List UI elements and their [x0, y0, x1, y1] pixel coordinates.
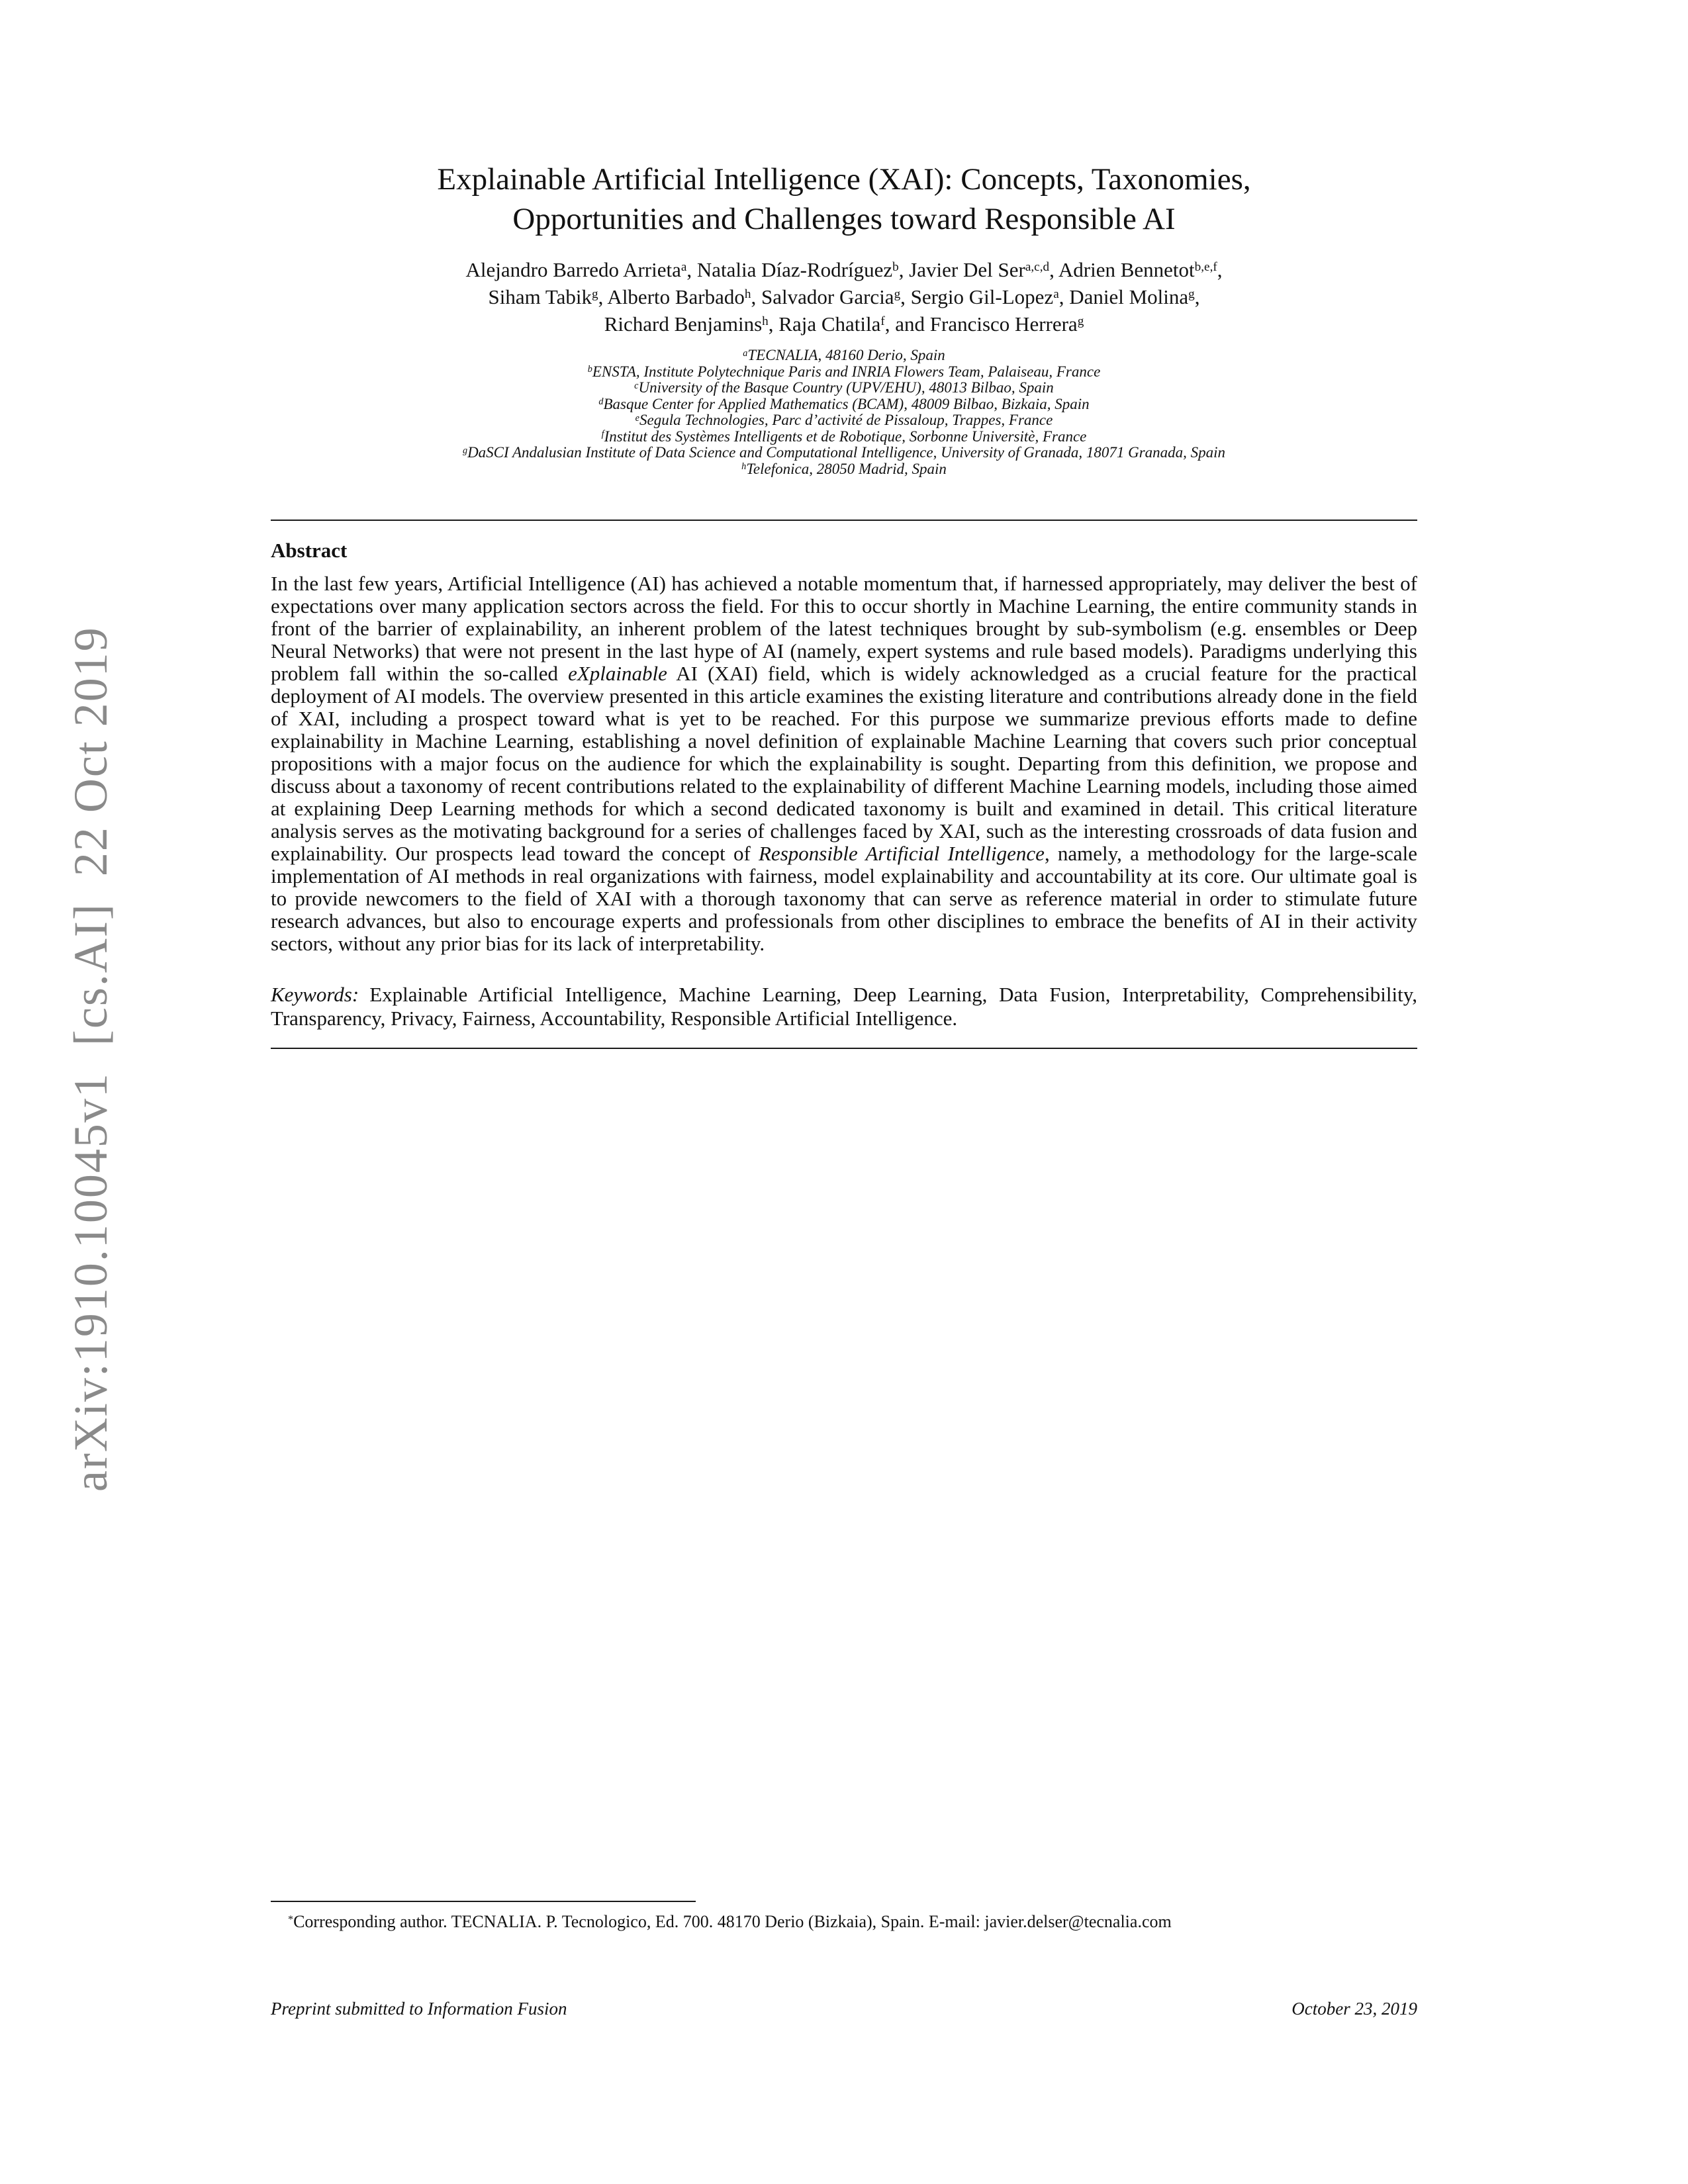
keywords-label: Keywords:: [271, 983, 359, 1006]
author-block: [271, 256, 1417, 338]
paper-title: [271, 159, 1417, 239]
footer-journal: Preprint submitted to Information Fusion: [271, 1999, 567, 2019]
affiliation-line: $^d$Basque Center for Applied Mathematics (BCAM), 48009 Bilbao, Bizkaia, Spain: [598, 395, 1090, 412]
affiliation-line: $^a$TECNALIA, 48160 Derio, Spain: [743, 347, 945, 363]
affiliation-line: $^b$ENSTA, Institute Polytechnique Paris and INRIA Flowers Team, Palaiseau, France: [587, 363, 1101, 380]
page-footer: [271, 1999, 1417, 2019]
affiliation-line: $^e$Segula Technologies, Parc d’activité de Pissaloup, Trappes, France: [635, 412, 1053, 428]
affiliation-line: $^c$University of the Basque Country (UPV/EHU), 48013 Bilbao, Spain: [634, 379, 1054, 396]
keywords-text: Explainable Artificial Intelligence, Machine Learning, Deep Learning, Data Fusion, Interpretability, Comprehensibility, Transparency, Privacy, Fairness, Accountability, Responsible Artificial Intelligence.: [271, 983, 1417, 1030]
author-line: Siham Tabik$^g$, Alberto Barbado$^h$, Salvador Garcia$^g$, Sergio Gil-Lopez$^a$, Daniel Molina$^g$,: [488, 285, 1200, 308]
affiliation-line: $^g$DaSCI Andalusian Institute of Data Science and Computational Intelligence, University of Granada, 18071 Granada, Spain: [462, 444, 1226, 461]
author-line: Richard Benjamins$^h$, Raja Chatila$^f$, and Francisco Herrera$^g$: [604, 312, 1084, 336]
footnote-marker: *: [288, 1913, 294, 1925]
footnote-rule: [271, 1901, 696, 1902]
title-line: Explainable Artificial Intelligence (XAI): Concepts, Taxonomies,: [437, 162, 1251, 197]
author-line: Alejandro Barredo Arrieta$^a$, Natalia Díaz-Rodríguez$^b$, Javier Del Ser$^{a,c,d}$, Adrien Bennetot$^{b,e,f}$,: [465, 258, 1223, 281]
corresponding-author-footnote: [271, 1911, 1417, 1932]
affiliation-line: $^f$Institut des Systèmes Intelligents et de Robotique, Sorbonne Universitè, France: [601, 428, 1087, 445]
footnote-area: [271, 1901, 1417, 1932]
affiliation-line: $^h$Telefonica, 28050 Madrid, Spain: [741, 460, 947, 477]
footer-date: October 23, 2019: [1291, 1999, 1417, 2019]
separator-rule-top: [271, 520, 1417, 521]
abstract-heading: Abstract: [271, 539, 348, 562]
abstract-text: In the last few years, Artificial Intelligence (AI) has achieved a notable momentum that, if harnessed appropriately, may deliver the best of expectations over many application sectors across the field. For this to occur shortly in Machine Learning, the entire community stands in front of the barrier of explainability, an inherent problem of the latest techniques brought by sub-symbolism (e.g. ensembles or Deep Neural Networks) that were not present in the last hype of AI (namely, expert systems and rule based models). Paradigms underlying this problem fall within the so-called eXplainable AI (XAI) field, which is widely acknowledged as a crucial feature for the practical deployment of AI models. The overview presented in this article examines the existing literature and contributions already done in the field of XAI, including a prospect toward what is yet to be reached. For this purpose we summarize previous efforts made to define explainability in Machine Learning, establishing a novel definition of explainable Machine Learning that covers such prior conceptual propositions with a major focus on the audience for which the explainability is sought. Departing from this definition, we propose and discuss about a taxonomy of recent contributions related to the explainability of different Machine Learning models, including those aimed at explaining Deep Learning methods for which a second dedicated taxonomy is built and examined in detail. This critical literature analysis serves as the motivating background for a series of challenges faced by XAI, such as the interesting crossroads of data fusion and explainability. Our prospects lead toward the concept of Responsible Artificial Intelligence, namely, a methodology for the large-scale implementation of AI methods in real organizations with fairness, model explainability and accountability at its core. Our ultimate goal is to provide newcomers to the field of XAI with a thorough taxonomy that can serve as reference material in order to stimulate future research advances, but also to encourage experts and professionals from other disciplines to embrace the benefits of AI in their activity sectors, without any prior bias for its lack of interpretability.: [271, 572, 1417, 955]
affiliation-block: [271, 347, 1417, 477]
footnote-text: Corresponding author. TECNALIA. P. Tecnologico, Ed. 700. 48170 Derio (Bizkaia), Spain. E-mail: javier.delser@tecnalia.com: [293, 1912, 1172, 1931]
arxiv-stamp: arXiv:1910.10045v1 [cs.AI] 22 Oct 2019: [64, 626, 117, 1492]
paper-content: [271, 0, 1417, 1049]
title-line: Opportunities and Challenges toward Responsible AI: [512, 202, 1176, 236]
separator-rule-bottom: [271, 1048, 1417, 1049]
keywords: [271, 983, 1417, 1030]
